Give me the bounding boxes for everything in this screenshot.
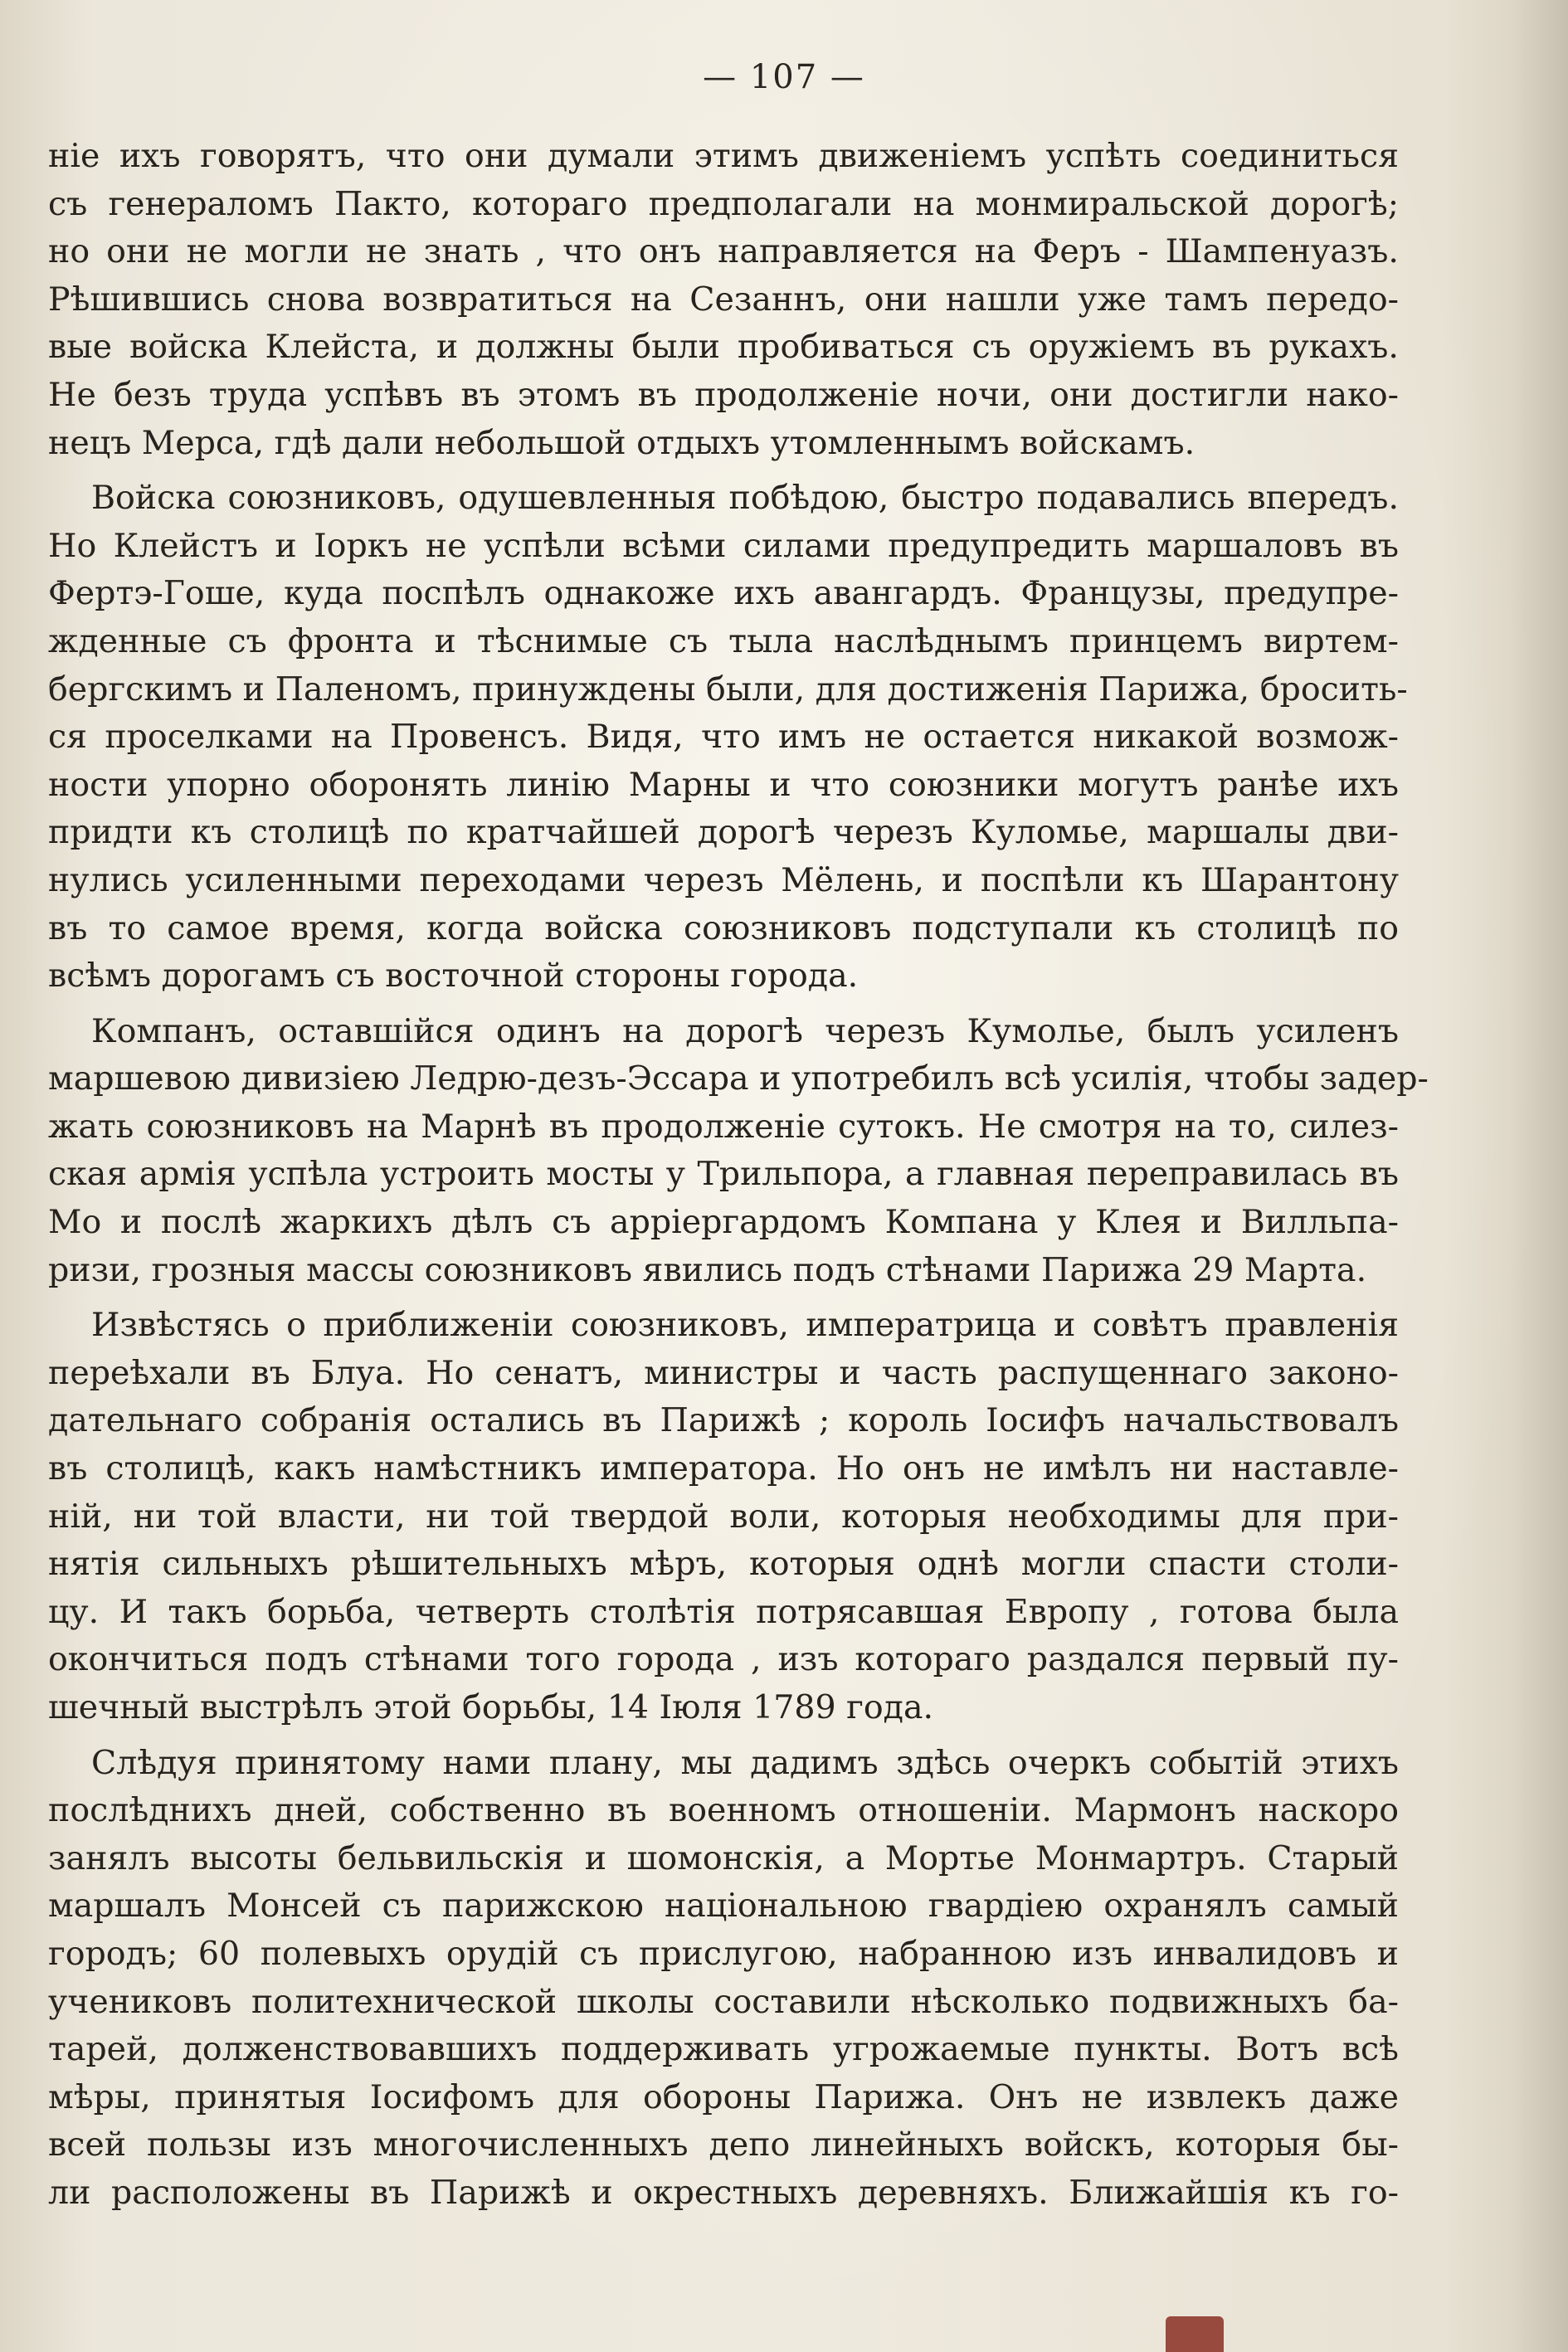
text-line: нецъ Мерса, гдѣ дали небольшой отдыхъ утомленнымъ войскамъ. xyxy=(48,423,1195,462)
text-line: городъ; 60 полевыхъ орудій съ прислугою, набранною изъ инвалидовъ и xyxy=(48,1934,1399,1973)
text-line: ли расположены въ Парижѣ и окрестныхъ деревняхъ. Ближайшія къ го- xyxy=(48,2173,1399,2212)
text-line: Слѣдуя принятому нами плану, мы дадимъ здѣсь очеркъ событій этихъ xyxy=(91,1743,1399,1782)
text-line: всѣмъ дорогамъ съ восточной стороны города. xyxy=(48,957,859,996)
text-line: нулись усиленными переходами черезъ Мёлень, и поспѣли къ Шарантону xyxy=(48,860,1399,899)
text-line: ризи, грозныя массы союзниковъ явились подъ стѣнами Парижа 29 Марта. xyxy=(48,1250,1367,1289)
text-line: Фертэ-Гоше, куда поспѣлъ однакоже ихъ авангардъ. Французы, предупре- xyxy=(48,574,1399,613)
text-line: маршалъ Монсей съ парижскою національною гвардіею охранялъ самый xyxy=(48,1887,1399,1926)
text-line: съ генераломъ Пакто, котораго предполагали на монмиральской дорогѣ; xyxy=(48,184,1399,223)
text-line: нятія сильныхъ рѣшительныхъ мѣръ, которыя однѣ могли спасти столи- xyxy=(48,1545,1399,1584)
text-line: Компанъ, оставшійся одинъ на дорогѣ черезъ Кумолье, былъ усиленъ xyxy=(91,1011,1399,1050)
text-line: мѣры, принятыя Іосифомъ для обороны Парижа. Онъ не извлекъ даже xyxy=(48,2077,1399,2116)
bookmark-ribbon xyxy=(1166,2316,1224,2352)
text-line: Войска союзниковъ, одушевленныя побѣдою, быстро подавались впередъ. xyxy=(91,479,1399,518)
text-line: всей пользы изъ многочисленныхъ депо линейныхъ войскъ, которыя бы- xyxy=(48,2126,1399,2165)
text-line: ности упорно оборонять линію Марны и что союзники могутъ ранѣе ихъ xyxy=(48,765,1399,804)
text-line: бергскимъ и Паленомъ, принуждены были, для достиженія Парижа, бросить- xyxy=(48,670,1408,709)
text-line: шечный выстрѣлъ этой борьбы, 14 Іюля 1789 года. xyxy=(48,1688,934,1726)
text-line: Рѣшившись снова возвратиться на Сезаннъ, они нашли уже тамъ передо- xyxy=(48,280,1399,319)
text-line: Мо и послѣ жаркихъ дѣлъ съ арріергардомъ Компана у Клея и Вилльпа- xyxy=(48,1203,1399,1242)
text-line: ся проселками на Провенсъ. Видя, что имъ не остается никакой возмож- xyxy=(48,718,1399,757)
text-line: учениковъ политехнической школы составили нѣсколько подвижныхъ ба- xyxy=(48,1982,1399,2021)
text-line: маршевою дивизіею Ледрю-дезъ-Эссара и употребилъ всѣ усилія, чтобы задер- xyxy=(48,1059,1429,1098)
text-line: дательнаго собранія остались въ Парижѣ ; король Іосифъ начальствовалъ xyxy=(48,1401,1399,1440)
page-edge-shadow xyxy=(1510,0,1568,2352)
text-line: жденные съ фронта и тѣснимые съ тыла наслѣднымъ принцемъ виртем- xyxy=(48,621,1399,660)
body-text xyxy=(48,133,1429,2218)
text-line: занялъ высоты бельвильскія и шомонскія, а Мортье Монмартръ. Старый xyxy=(48,1838,1399,1877)
text-line: ская армія успѣла устроить мосты у Трильпора, а главная переправилась въ xyxy=(48,1155,1399,1194)
paragraph xyxy=(48,1740,1399,2218)
text-line: вые войска Клейста, и должны были пробиваться съ оружіемъ въ рукахъ. xyxy=(48,328,1399,367)
text-line: окончиться подъ стѣнами того города , изъ котораго раздался первый пу- xyxy=(48,1640,1399,1679)
text-line: цу. И такъ борьба, четверть столѣтія потрясавшая Европу , готова была xyxy=(48,1592,1399,1631)
text-line: Не безъ труда успѣвъ въ этомъ въ продолженіе ночи, они достигли нако- xyxy=(48,375,1399,414)
text-line: ній, ни той власти, ни той твердой воли, которыя необходимы для при- xyxy=(48,1497,1399,1536)
text-line: Извѣстясь о приближеніи союзниковъ, императрица и совѣтъ правленія xyxy=(91,1306,1399,1345)
text-line: но они не могли не знать , что онъ направляется на Феръ - Шампенуазъ. xyxy=(48,232,1399,271)
text-line: переѣхали въ Блуа. Но сенатъ, министры и часть распущеннаго законо- xyxy=(48,1353,1399,1392)
paragraph xyxy=(48,475,1408,1001)
page-number: — 107 — xyxy=(703,58,865,96)
text-line: Но Клейстъ и Іоркъ не успѣли всѣми силами предупредить маршаловъ въ xyxy=(48,526,1399,565)
paragraph xyxy=(48,1008,1429,1295)
text-line: придти къ столицѣ по кратчайшей дорогѣ черезъ Куломье, маршалы дви- xyxy=(48,813,1399,852)
text-line: тарей, долженствовавшихъ поддерживать угрожаемые пункты. Вотъ всѣ xyxy=(48,2030,1399,2069)
text-line: въ то самое время, когда войска союзниковъ подступали къ столицѣ по xyxy=(48,908,1399,947)
paragraph xyxy=(48,133,1399,467)
text-line: послѣднихъ дней, собственно въ военномъ отношеніи. Мармонъ наскоро xyxy=(48,1791,1399,1830)
text-line: жать союзниковъ на Марнѣ въ продолженіе сутокъ. Не смотря на то, силез- xyxy=(48,1107,1399,1146)
text-line: ніе ихъ говорятъ, что они думали этимъ движеніемъ успѣть соединиться xyxy=(48,137,1399,175)
text-line: въ столицѣ, какъ намѣстникъ императора. Но онъ не имѣлъ ни наставле- xyxy=(48,1449,1399,1488)
paragraph xyxy=(48,1302,1399,1731)
